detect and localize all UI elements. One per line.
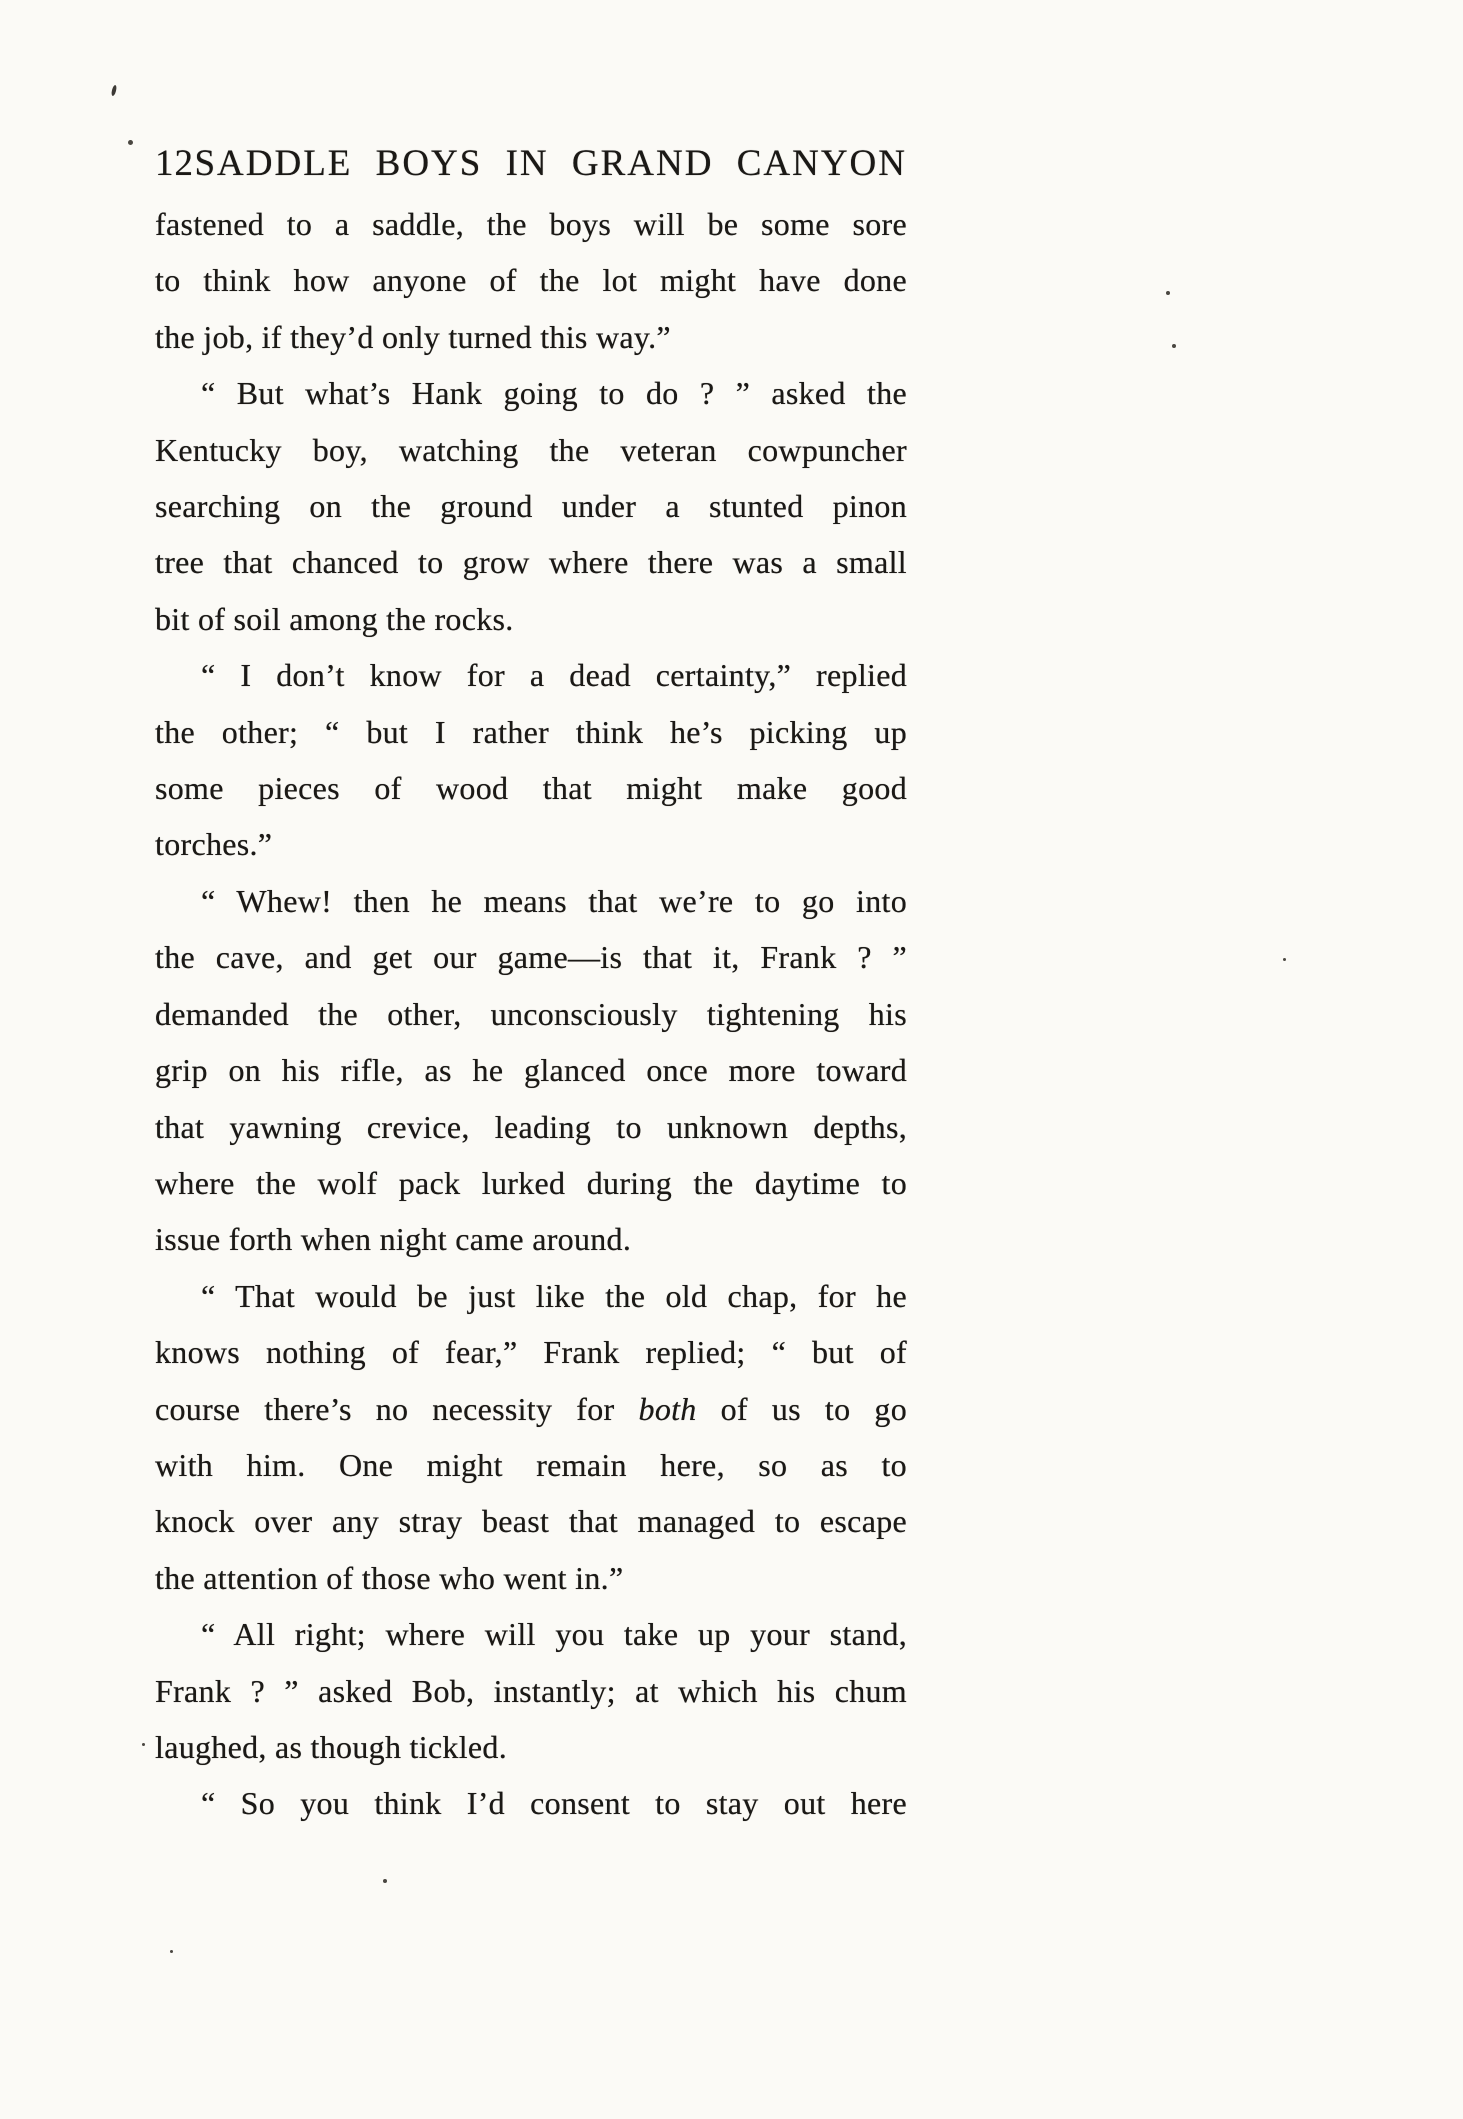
text-line: laughed, as though tickled. (155, 1728, 508, 1765)
text-line: grip on his rifle, as he glanced once more toward (155, 1052, 907, 1089)
text-line: with him. One might remain here, so as to (155, 1446, 907, 1483)
scan-speck (383, 1879, 387, 1883)
text-line: “ I don’t know for a dead certainty,” replied (201, 657, 907, 694)
text-line: tree that chanced to grow where there was a small (155, 544, 907, 581)
text-line: torches.” (155, 826, 273, 863)
text-line: that yawning crevice, leading to unknown depths, (155, 1108, 907, 1145)
page-text (155, 196, 907, 1832)
text-line: knows nothing of fear,” Frank replied; “ but of (155, 1334, 907, 1371)
running-title: SADDLE BOYS IN GRAND CANYON (194, 143, 907, 184)
scan-speck (111, 85, 118, 97)
text-line: bit of soil among the rocks. (155, 600, 514, 637)
scan-speck (1172, 344, 1176, 348)
text-line: to think how anyone of the lot might have done (155, 262, 907, 299)
text-line: issue forth when night came around. (155, 1221, 632, 1258)
text-line: demanded the other, unconsciously tightening his (155, 995, 907, 1032)
page-number: 12 (155, 143, 194, 184)
page-header (155, 142, 907, 185)
text-line: Kentucky boy, watching the veteran cowpuncher (155, 431, 907, 468)
text-line: “ Whew! then he means that we’re to go into (201, 882, 907, 919)
text-line: where the wolf pack lurked during the daytime to (155, 1164, 907, 1201)
text-line: knock over any stray beast that managed to escape (155, 1503, 907, 1540)
scan-speck (128, 140, 133, 145)
text-line: the other; “ but I rather think he’s picking up (155, 713, 907, 750)
text-line: “ But what’s Hank going to do ? ” asked the (201, 375, 907, 412)
scan-speck (1283, 958, 1286, 961)
scan-speck (1166, 291, 1170, 295)
text-line: the cave, and get our game—is that it, Frank ? ” (155, 939, 907, 976)
scan-speck (170, 1950, 173, 1953)
text-line: searching on the ground under a stunted pinon (155, 488, 907, 525)
text-line: Frank ? ” asked Bob, instantly; at which his chum (155, 1672, 907, 1709)
text-line: “ So you think I’d consent to stay out here (201, 1785, 907, 1822)
text-line: “ That would be just like the old chap, for he (201, 1277, 907, 1314)
text-segment: of us to go (696, 1390, 907, 1427)
scan-speck (142, 1743, 145, 1746)
text-line-with-italic (155, 1381, 907, 1437)
text-line: the attention of those who went in.” (155, 1559, 624, 1596)
text-line: some pieces of wood that might make good (155, 770, 907, 807)
text-line: the job, if they’d only turned this way.” (155, 318, 671, 355)
text-line: fastened to a saddle, the boys will be some sore (155, 206, 907, 242)
text-segment: course there’s no necessity for (155, 1390, 639, 1427)
text-line: “ All right; where will you take up your stand, (201, 1616, 907, 1653)
italic-word: both (638, 1390, 697, 1427)
